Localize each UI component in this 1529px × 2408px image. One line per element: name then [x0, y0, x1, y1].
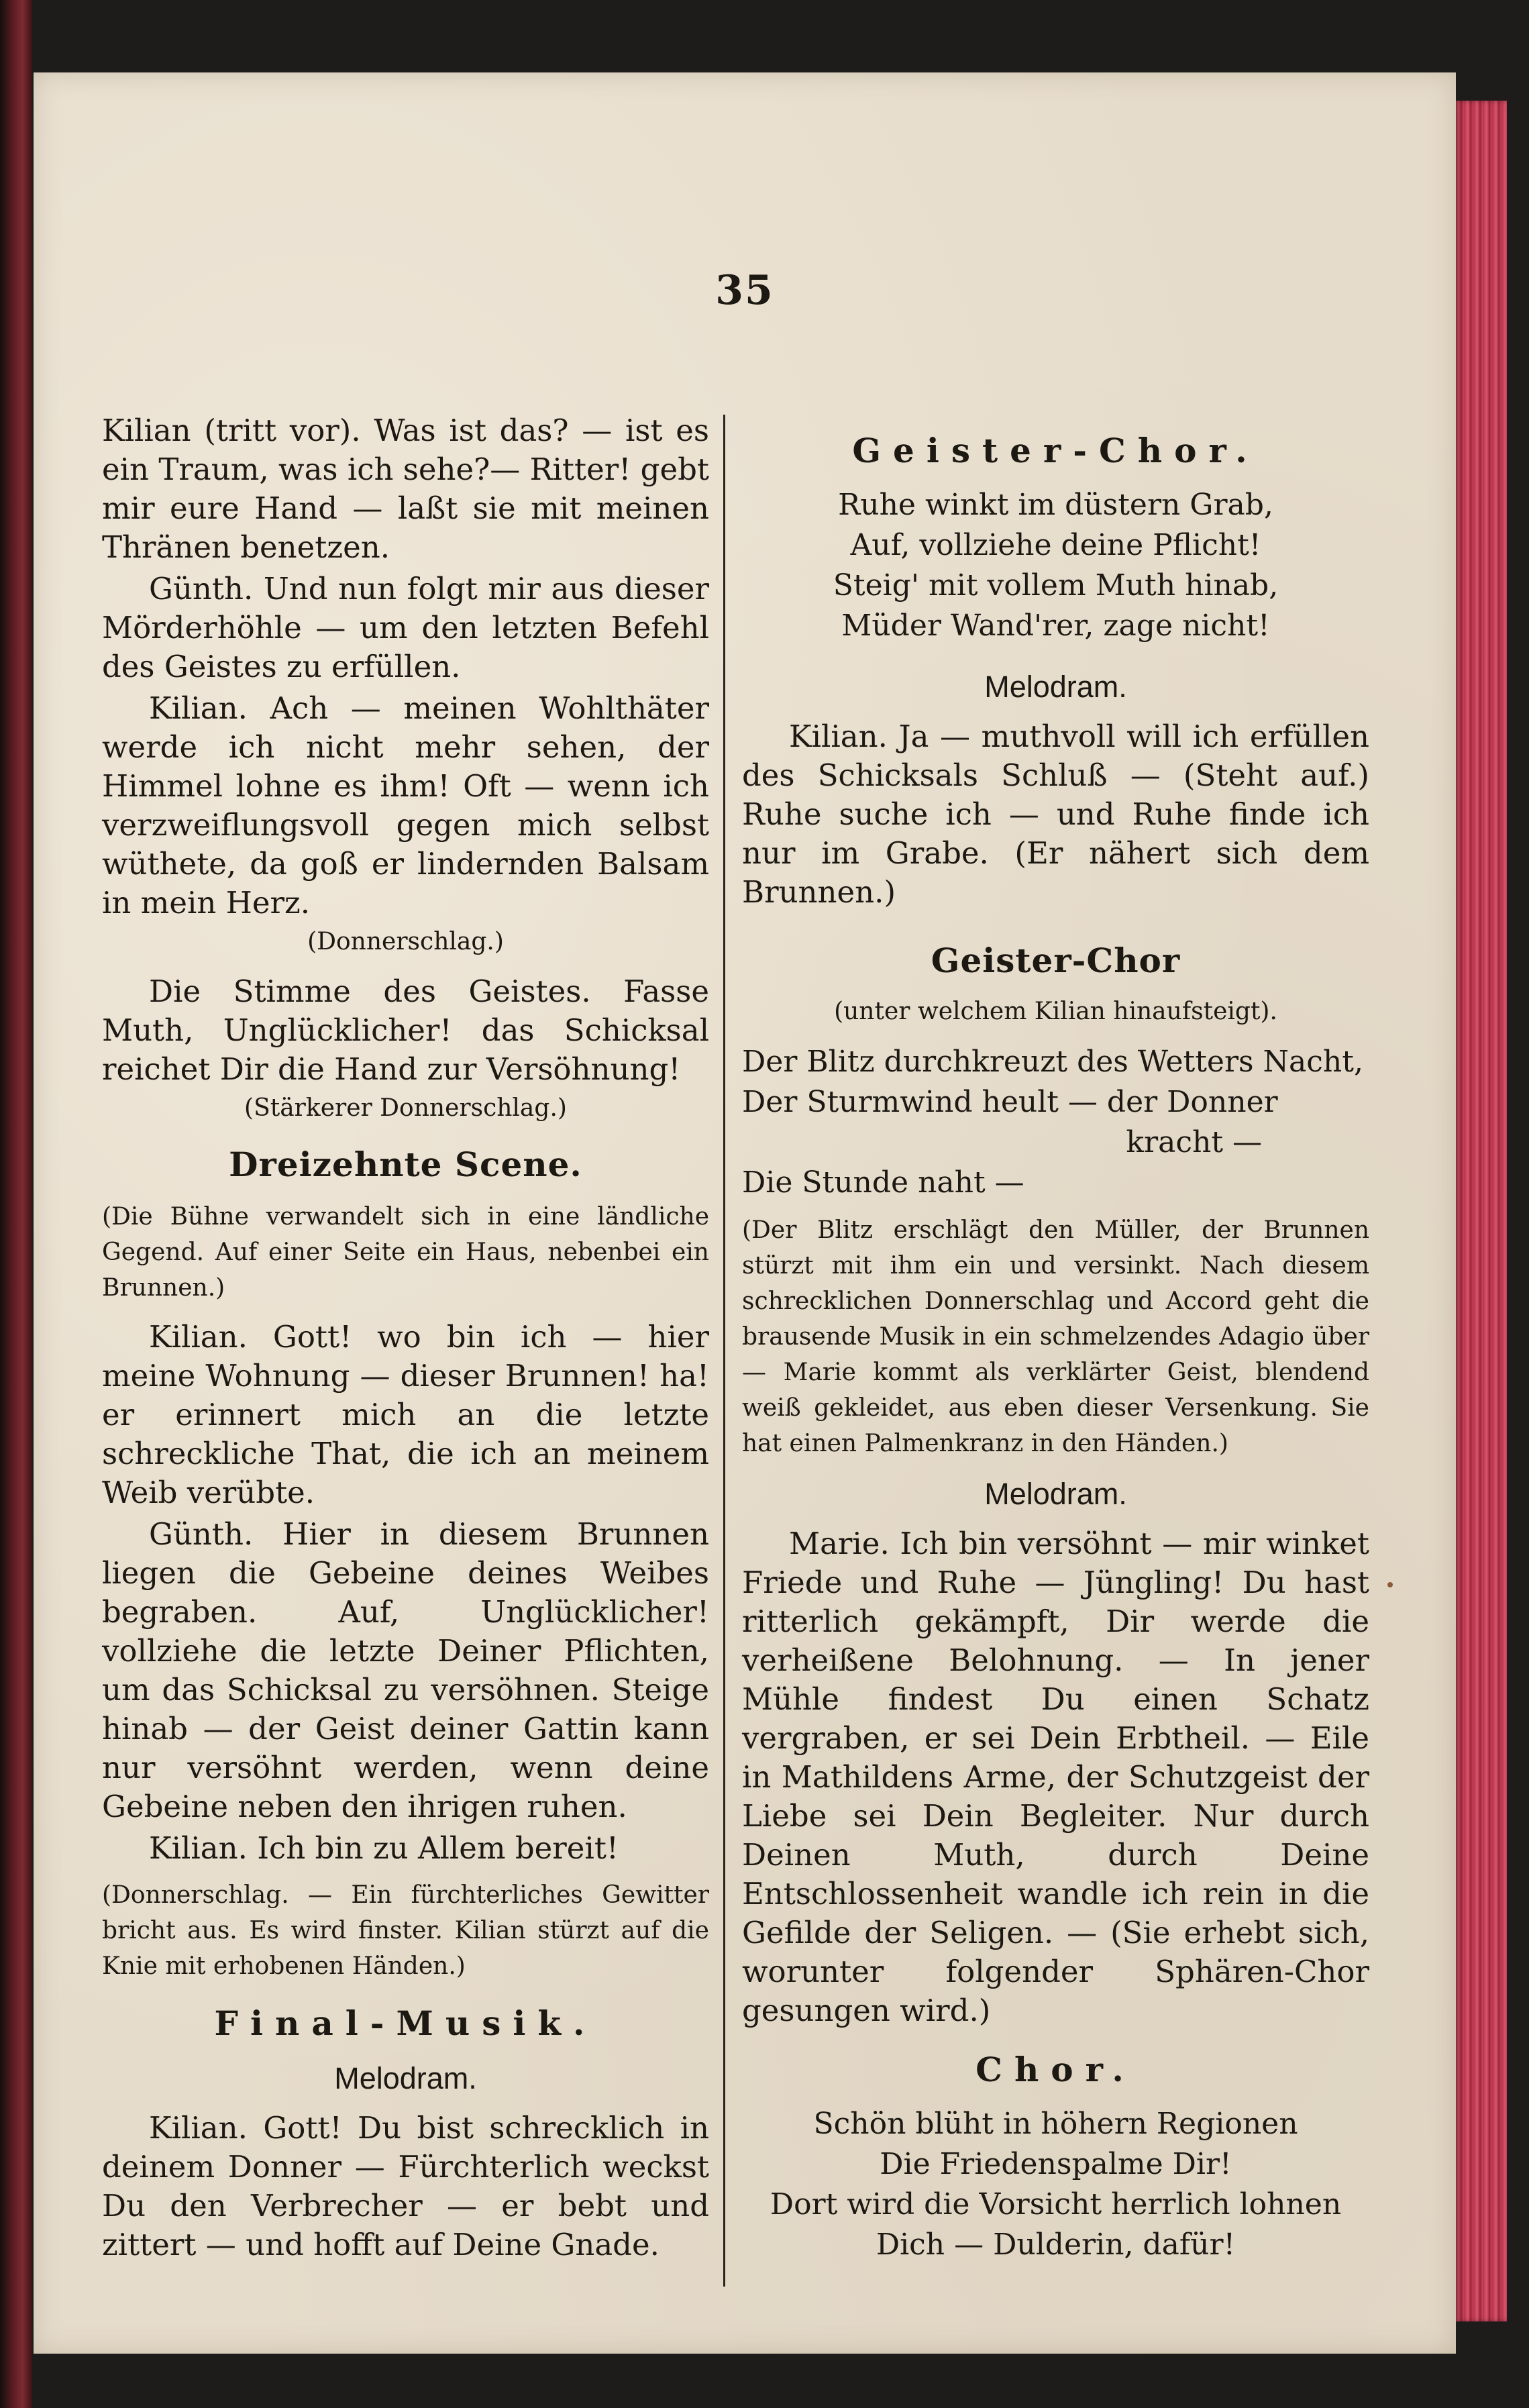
dialogue-paragraph: Kilian. Gott! wo bin ich — hier meine Wohnung — dieser Brunnen! ha! er erinnert mich an die letzte schreckliche That, die ich an meinem Weib verübte.: [102, 1319, 709, 1510]
dialogue-paragraph: Kilian. Gott! Du bist schrecklich in deinem Donner — Fürchterlich weckst Du den Verbrecher — er bebt und zittert — und hofft auf Deine Gnade.: [102, 2110, 709, 2262]
verse-line: kracht —: [1126, 1125, 1262, 1159]
verse-line: Die Friedenspalme Dir!: [880, 2147, 1232, 2181]
paper-spot: [1387, 1582, 1393, 1587]
verse-line: Steig' mit vollem Muth hinab,: [833, 568, 1279, 603]
stage-direction: (Der Blitz erschlägt den Müller, der Brunnen stürzt mit ihm ein und versinkt. Nach diesem schrecklichen Donnerschlag und Accord geht die brausende Musik in ein schmelzendes Adagio über — Marie kommt als verklärter Geist, blendend weiß gekleidet, aus eben dieser Versenkung. Sie hat einen Palmenkranz in den Händen.): [742, 1216, 1369, 1457]
dialogue-paragraph: Marie. Ich bin versöhnt — mir winket Friede und Ruhe — Jüngling! Du hast ritterlich gekämpft, Dir werde die verheißene Belohnung. — In jener Mühle findest Du einen Schatz vergraben, er sei Dein Erbtheil. — Eile in Mathildens Arme, der Schutzgeist der Liebe sei Dein Begleiter. Nur durch Deinen Muth, durch Deine Entschlossenheit wandle ich rein in die Gefilde der Seligen. — (Sie erhebt sich, worunter folgender Sphären-Chor gesungen wird.): [742, 1526, 1369, 2028]
stage-direction: (Donnerschlag. — Ein fürchterliches Gewitter bricht aus. Es wird finster. Kilian stürzt auf die Knie mit erhobenen Händen.): [102, 1881, 709, 1980]
dialogue-paragraph: Günth. Hier in diesem Brunnen liegen die Gebeine deines Weibes begraben. Auf, Unglücklicher! vollziehe die letzte Deiner Pflichten, um das Schicksal zu versöhnen. Steige hinab — der Geist deiner Gattin kann nur versöhnt werden, wenn deine Gebeine neben den ihrigen ruhen.: [102, 1516, 709, 1824]
verse-line: Der Blitz durchkreuzt des Wetters Nacht,: [742, 1045, 1363, 1079]
stage-direction: (Stärkerer Donnerschlag.): [244, 1094, 567, 1122]
section-heading: Final-Musik.: [214, 2003, 597, 2043]
dialogue-paragraph: Kilian. Ich bin zu Allem bereit!: [149, 1830, 619, 1866]
verse-line: Schön blüht in höhern Regionen: [813, 2107, 1298, 2141]
verse-line: Dich — Dulderin, dafür!: [876, 2228, 1236, 2262]
page-number: 35: [715, 267, 774, 314]
section-heading: Geister-Chor.: [852, 431, 1259, 470]
subheading: Melodram.: [984, 1477, 1127, 1511]
verse-line: Ruhe winkt im düstern Grab,: [838, 488, 1273, 522]
stage-direction: (Donnerschlag.): [307, 928, 504, 955]
book-spine: [0, 0, 32, 2408]
verse-line: Der Sturmwind heult — der Donner: [742, 1085, 1278, 1119]
verse-line: Müder Wand'rer, zage nicht!: [841, 609, 1270, 643]
right-column: [742, 411, 1369, 2265]
section-heading: Chor.: [976, 2050, 1136, 2089]
book-page: [34, 72, 1456, 2354]
column-divider: [723, 415, 725, 2287]
dialogue-paragraph: Kilian. Ach — meinen Wohlthäter werde ich nicht mehr sehen, der Himmel lohne es ihm! Oft — wenn ich verzweiflungsvoll gegen mich selbst wüthete, da goß er lindernden Balsam in mein Herz.: [102, 690, 709, 921]
dialogue-paragraph: Kilian (tritt vor). Was ist das? — ist es ein Traum, was ich sehe?— Ritter! gebt mir eure Hand — laßt sie mit meinen Thränen benetzen.: [102, 413, 709, 565]
dialogue-paragraph: Kilian. Ja — muthvoll will ich erfüllen des Schicksals Schluß — (Steht auf.) Ruhe suche ich — und Ruhe finde ich nur im Grabe. (Er nähert sich dem Brunnen.): [742, 719, 1369, 910]
stage-direction: (unter welchem Kilian hinaufsteigt).: [834, 998, 1277, 1025]
subheading: Melodram.: [984, 670, 1127, 704]
page-edge: [1455, 101, 1507, 2321]
verse-line: Die Stunde naht —: [742, 1165, 1024, 1200]
stage-direction: (Die Bühne verwandelt sich in eine ländliche Gegend. Auf einer Seite ein Haus, nebenbei ein Brunnen.): [102, 1203, 709, 1302]
left-column: [102, 411, 709, 2267]
dialogue-paragraph: Günth. Und nun folgt mir aus dieser Mörderhöhle — um den letzten Befehl des Geistes zu erfüllen.: [102, 571, 709, 684]
verse-line: Auf, vollziehe deine Pflicht!: [850, 528, 1261, 562]
scene-heading: Dreizehnte Scene.: [229, 1145, 582, 1184]
section-heading: Geister-Chor: [931, 941, 1181, 980]
verse-line: Dort wird die Vorsicht herrlich lohnen: [770, 2187, 1342, 2221]
dialogue-paragraph: Die Stimme des Geistes. Fasse Muth, Unglücklicher! das Schicksal reichet Dir die Hand zur Versöhnung!: [102, 974, 709, 1087]
subheading: Melodram.: [334, 2061, 477, 2095]
